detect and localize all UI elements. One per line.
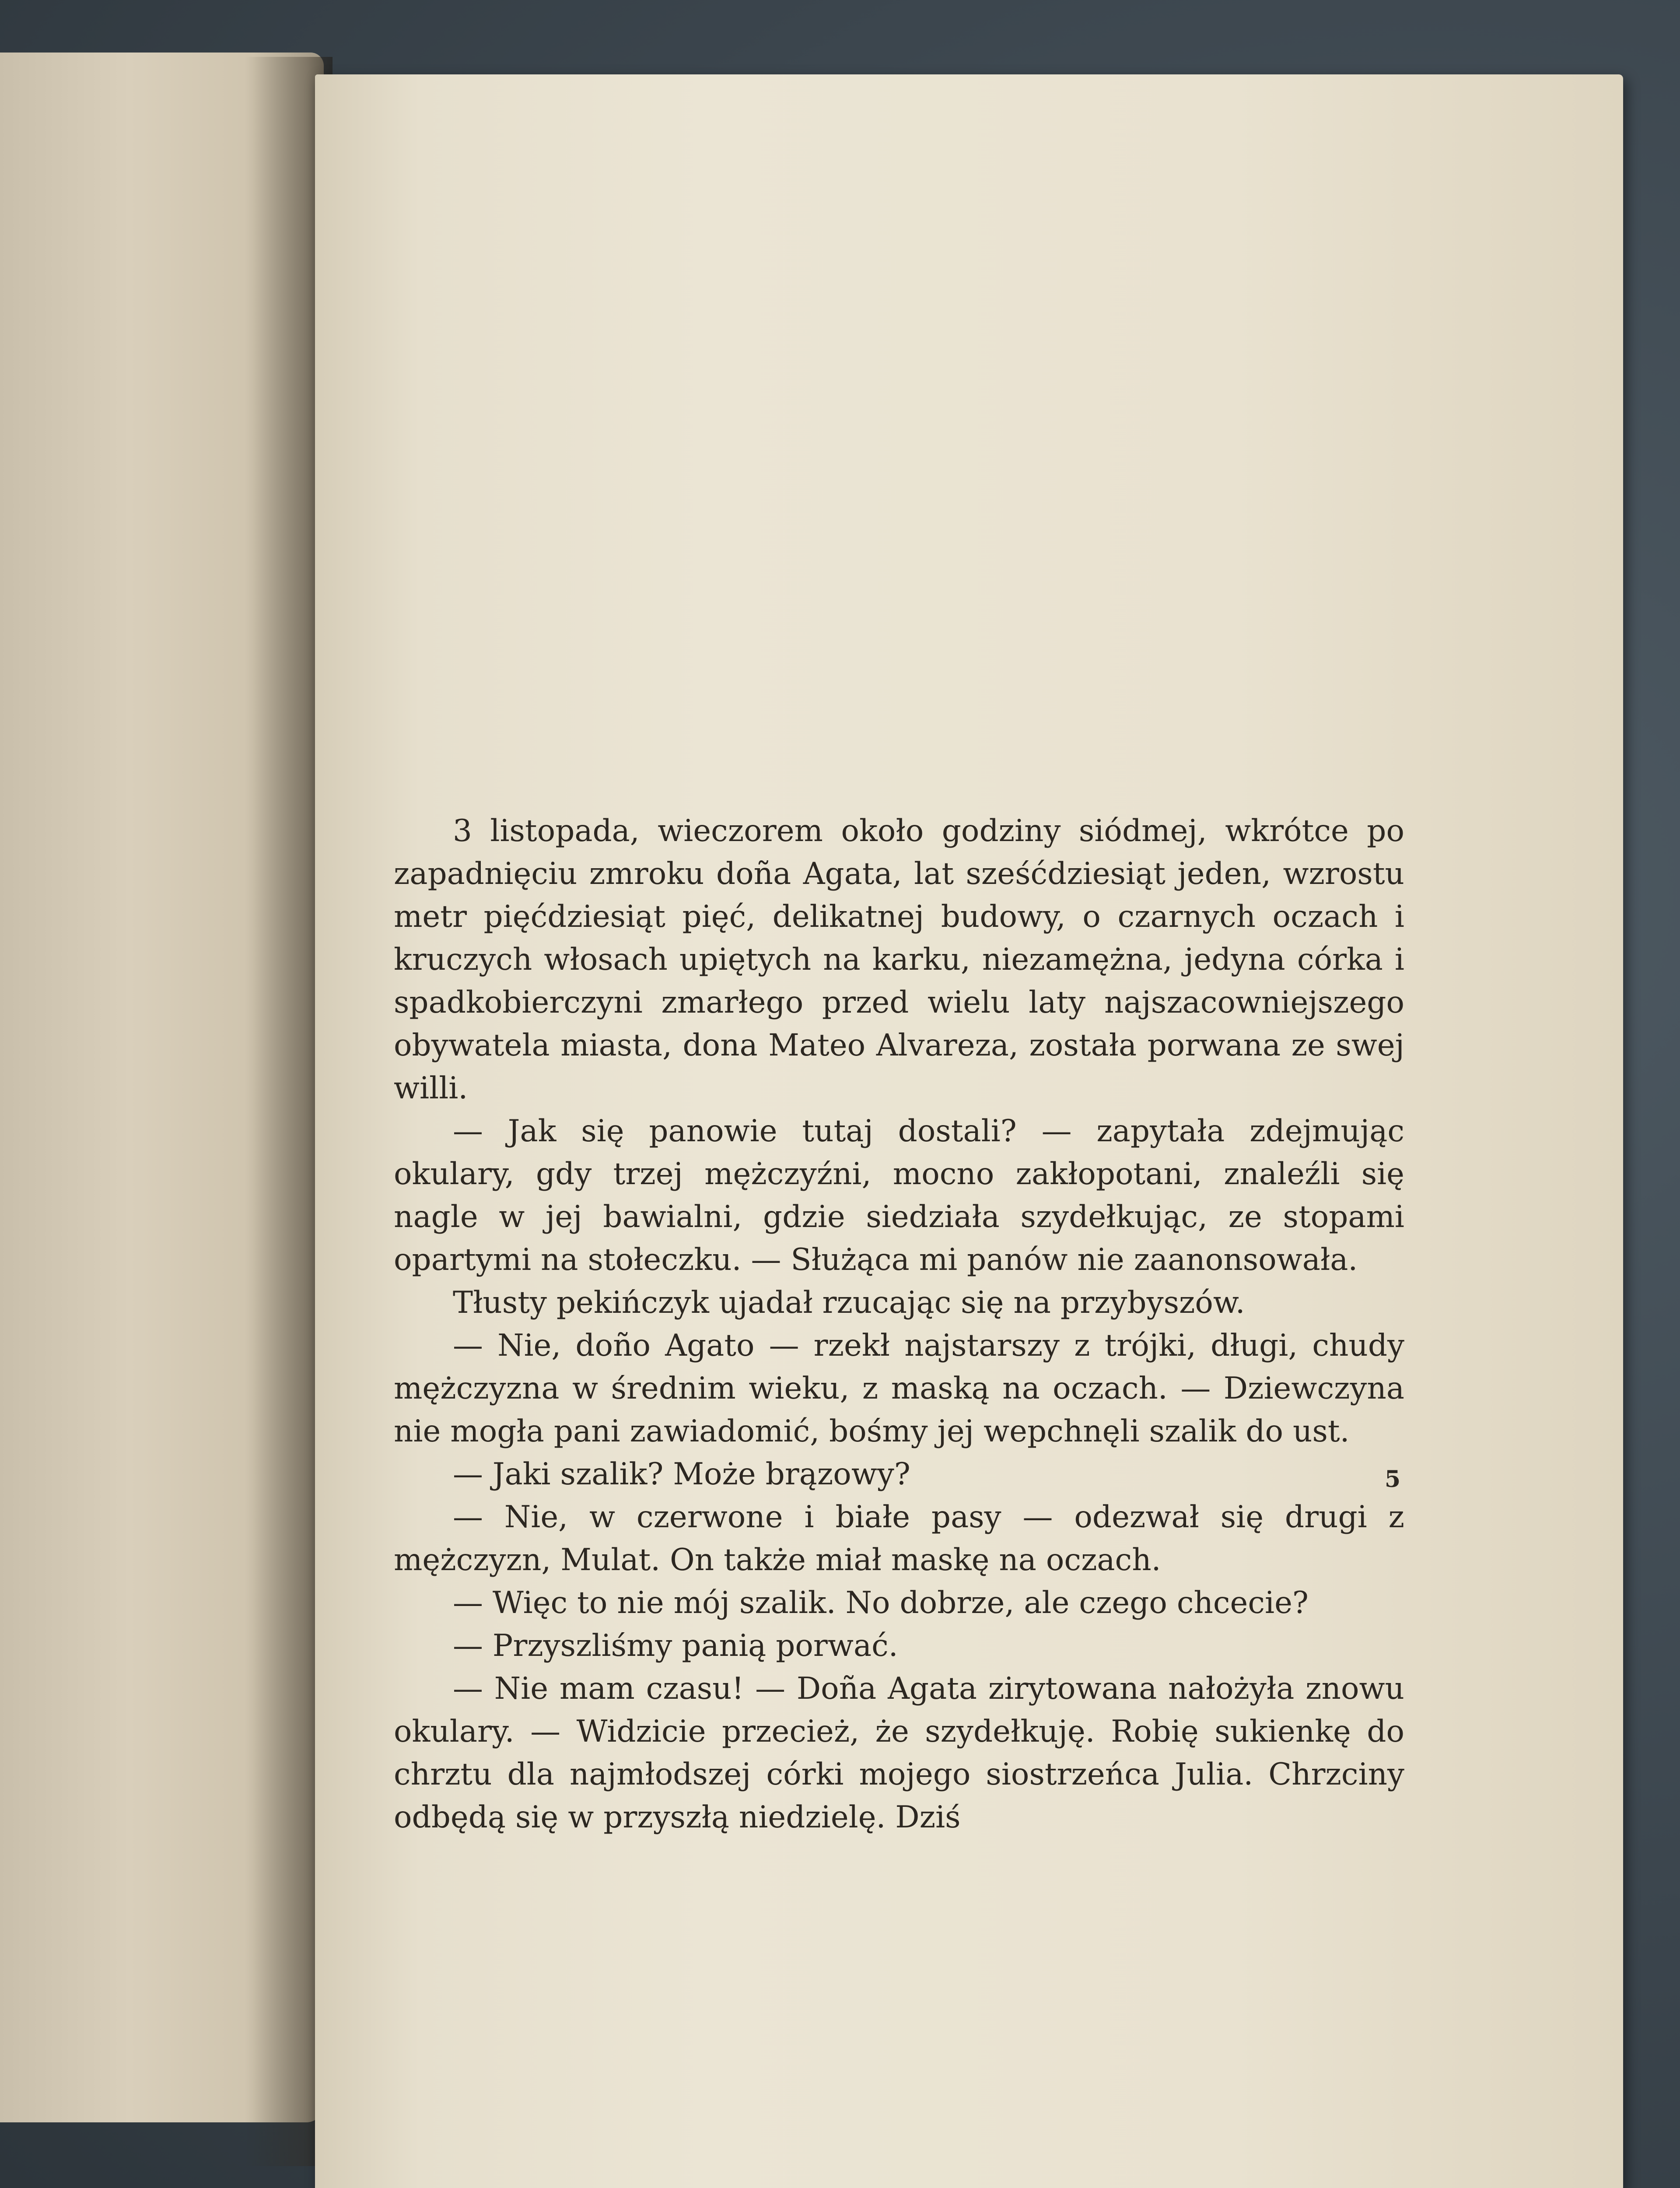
paragraph: — Nie mam czasu! — Doña Agata zirytowana nałożyła znowu okulary. — Widzicie przecież, że szydełkuję. Robię sukienkę do chrztu dla najmłodszej córki mojego siostrzeńca Julia. Chrzciny odbędą się w przyszłą niedzielę. Dziś [394,1671,1404,1835]
paragraph: — Nie, w czerwone i białe pasy — odezwał się drugi z mężczyzn, Mulat. On także miał maskę na oczach. [394,1500,1404,1578]
body-text [394,810,1404,1839]
paragraph: 3 listopada, wieczorem około godziny siódmej, wkrótce po zapadnięciu zmroku doña Agata, lat sześćdziesiąt jeden, wzrostu metr pięćdziesiąt pięć, delikatnej budowy, o czarnych oczach i kruczych włosach upiętych na karku, niezamężna, jedyna córka i spadkobierczyni zmarłego przed wielu laty najszacowniejszego obywatela miasta, dona Mateo Alvareza, została porwana ze swej willi. [394,813,1404,1106]
paragraph: — Nie, doño Agato — rzekł najstarszy z trójki, długi, chudy mężczyzna w średnim wieku, z maską na oczach. — Dziewczyna nie mogła pani zawiadomić, bośmy jej wepchnęli szalik do ust. [394,1328,1404,1449]
paragraph: — Więc to nie mój szalik. No dobrze, ale czego chcecie? [453,1585,1309,1620]
paragraph: — Jak się panowie tutaj dostali? — zapytała zdejmując okulary, gdy trzej mężczyźni, mocno zakłopotani, znaleźli się nagle w jej bawialni, gdzie siedziała szydełkując, ze stopami opartymi na stołeczku. — Służąca mi panów nie zaanonsowała. [394,1114,1404,1277]
paragraph: Tłusty pekińczyk ujadał rzucając się na przybyszów. [453,1285,1245,1320]
paragraph: — Jaki szalik? Może brązowy? [453,1457,910,1492]
paragraph: — Przyszliśmy panią porwać. [453,1628,898,1663]
page-number: 5 [1385,1466,1401,1493]
